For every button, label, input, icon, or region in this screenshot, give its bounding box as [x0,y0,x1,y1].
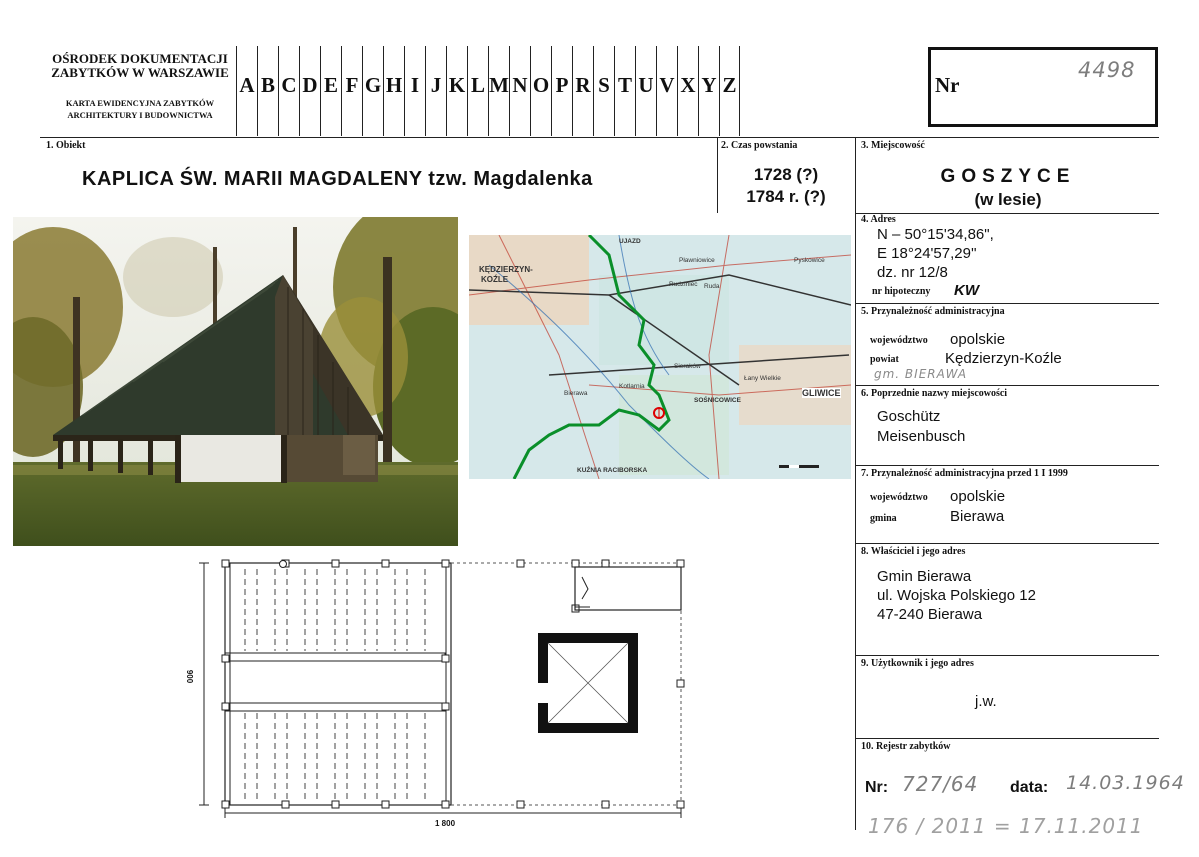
letter-e: E [320,46,341,136]
locality-name: GOSZYCE [940,166,1076,187]
owner-line-3: 47-240 Bierawa [877,606,983,623]
voivodeship-before-value: opolskie [950,488,1006,505]
category-letters [236,46,740,136]
date-2: 1784 r. (?) [746,187,826,206]
letter-u: U [635,46,656,136]
letter-y: Y [698,46,719,136]
letter-a: A [236,46,257,136]
construction-dates [719,164,853,208]
letter-g: G [362,46,383,136]
map-label-lany: Łany Wielkie [744,375,781,382]
floor-plan-drawing [195,555,695,835]
user-label: 9. Użytkownik i jego adres [861,658,974,669]
locality-sub: (w lesie) [974,190,1042,209]
number-label: Nr [935,73,960,97]
voivodeship-value: opolskie [950,331,1006,348]
gmina-before-value: Bierawa [950,508,1005,525]
header-divider [40,137,1159,138]
date-1: 1728 (?) [753,165,819,184]
registry-label: 10. Rejestr zabytków [861,741,951,752]
longitude: E 18°24'57,29'' [877,245,977,262]
letter-x: X [677,46,698,136]
letter-s: S [593,46,614,136]
letter-b: B [257,46,278,136]
owner-label: 8. Właściciel i jego adres [861,546,966,557]
sec10-top [855,738,1159,739]
letter-c: C [278,46,299,136]
map-label-gliwice: GLIWICE [802,388,841,398]
registry-date-value: 14.03.1964 [1066,772,1185,794]
sec4-top [855,213,1159,214]
letter-v: V [656,46,677,136]
letter-p: P [551,46,572,136]
institution-name: OŚRODEK DOKUMENTACJI ZABYTKÓW W WARSZAWIE [51,51,229,80]
card-number: 4498 [1078,58,1136,82]
object-label: 1. Obiekt [46,140,86,151]
card-type: KARTA EWIDENCYJNA ZABYTKÓW ARCHITEKTURY I BUDOWNICTWA [65,98,215,120]
sec9-top [855,655,1159,656]
county-label: powiat [870,354,899,365]
map-label-kotlarnia: Kotlarnia [619,383,645,390]
object-name: KAPLICA ŚW. MARII MAGDALENY tzw. Magdalenka [82,168,593,190]
sec5-top [855,303,1159,304]
map-label-rudziniec: Rudziniec [669,281,698,288]
voivodeship-before-label: województwo [870,492,928,503]
letter-n: N [509,46,530,136]
sec8-top [855,543,1159,544]
admin-before-label: 7. Przynależność administracyjna przed 1 I 1999 [861,468,1068,479]
map-label-pyskowice: Pyskowice [794,257,825,264]
map-label-ujazd: UJAZD [619,238,641,245]
locality-label: 3. Miejscowość [861,140,925,151]
map-label-sosnicowice: SOŚNICOWICE [694,397,741,404]
letter-r: R [572,46,593,136]
letter-t: T [614,46,635,136]
gmina-before-label: gmina [870,513,897,524]
col-divider-1 [717,137,718,213]
letter-f: F [341,46,362,136]
owner-line-2: ul. Wojska Polskiego 12 [877,587,1036,604]
county-value: Kędzierzyn-Koźle [945,350,1062,367]
map-label-ruda: Ruda [704,283,720,290]
letter-j: J [425,46,446,136]
floor-plan [185,555,695,835]
map-label-kedzierzyn: KĘDZIERZYN- [479,265,533,274]
dimension-horizontal: 1 800 [435,819,456,828]
map-label-plawniowice: Pławniowice [679,257,715,264]
letter-z: Z [719,46,740,136]
voivodeship-label: województwo [870,335,928,346]
letter-h: H [383,46,404,136]
dimension-vertical: 900 [185,669,195,684]
letter-o: O [530,46,551,136]
map-label-kozle: KOŹLE [481,275,509,284]
registry-second-entry: 176 / 2011 = 17.11.2011 [868,814,1144,838]
sec6-top [855,385,1159,386]
map-label-sierakow: Sieraków [674,363,701,370]
owner-line-1: Gmin Bierawa [877,568,972,585]
chapel-photo [13,217,458,546]
letter-m: M [488,46,509,136]
letter-d: D [299,46,320,136]
mortgage-label: nr hipoteczny [872,286,931,297]
letter-k: K [446,46,467,136]
registry-nr-value: 727/64 [902,772,979,796]
location-map [469,235,851,479]
former-names-label: 6. Poprzednie nazwy miejscowości [861,388,1008,399]
map-label-kuznia: KUŹNIA RACIBORSKA [577,467,648,474]
col-divider-2 [855,137,856,830]
former-name-1: Goschütz [877,408,941,425]
time-label: 2. Czas powstania [721,140,798,151]
gmina-handwritten: gm. BIERAWA [874,367,968,381]
letter-i: I [404,46,425,136]
registry-date-label: data: [1010,779,1049,796]
user-value: j.w. [975,693,997,710]
parcel-number: dz. nr 12/8 [877,264,948,281]
latitude: N – 50°15'34,86", [877,226,994,243]
admin-label: 5. Przynależność administracyjna [861,306,1005,317]
former-name-2: Meisenbusch [877,428,966,445]
address-label: 4. Adres [861,214,896,225]
chapel-photo-illustration [13,217,458,546]
sec7-top [855,465,1159,466]
mortgage-value: KW [954,282,979,299]
registry-nr-label: Nr: [865,779,889,796]
map-label-bierawa: Bierawa [564,390,588,397]
letter-l: L [467,46,488,136]
